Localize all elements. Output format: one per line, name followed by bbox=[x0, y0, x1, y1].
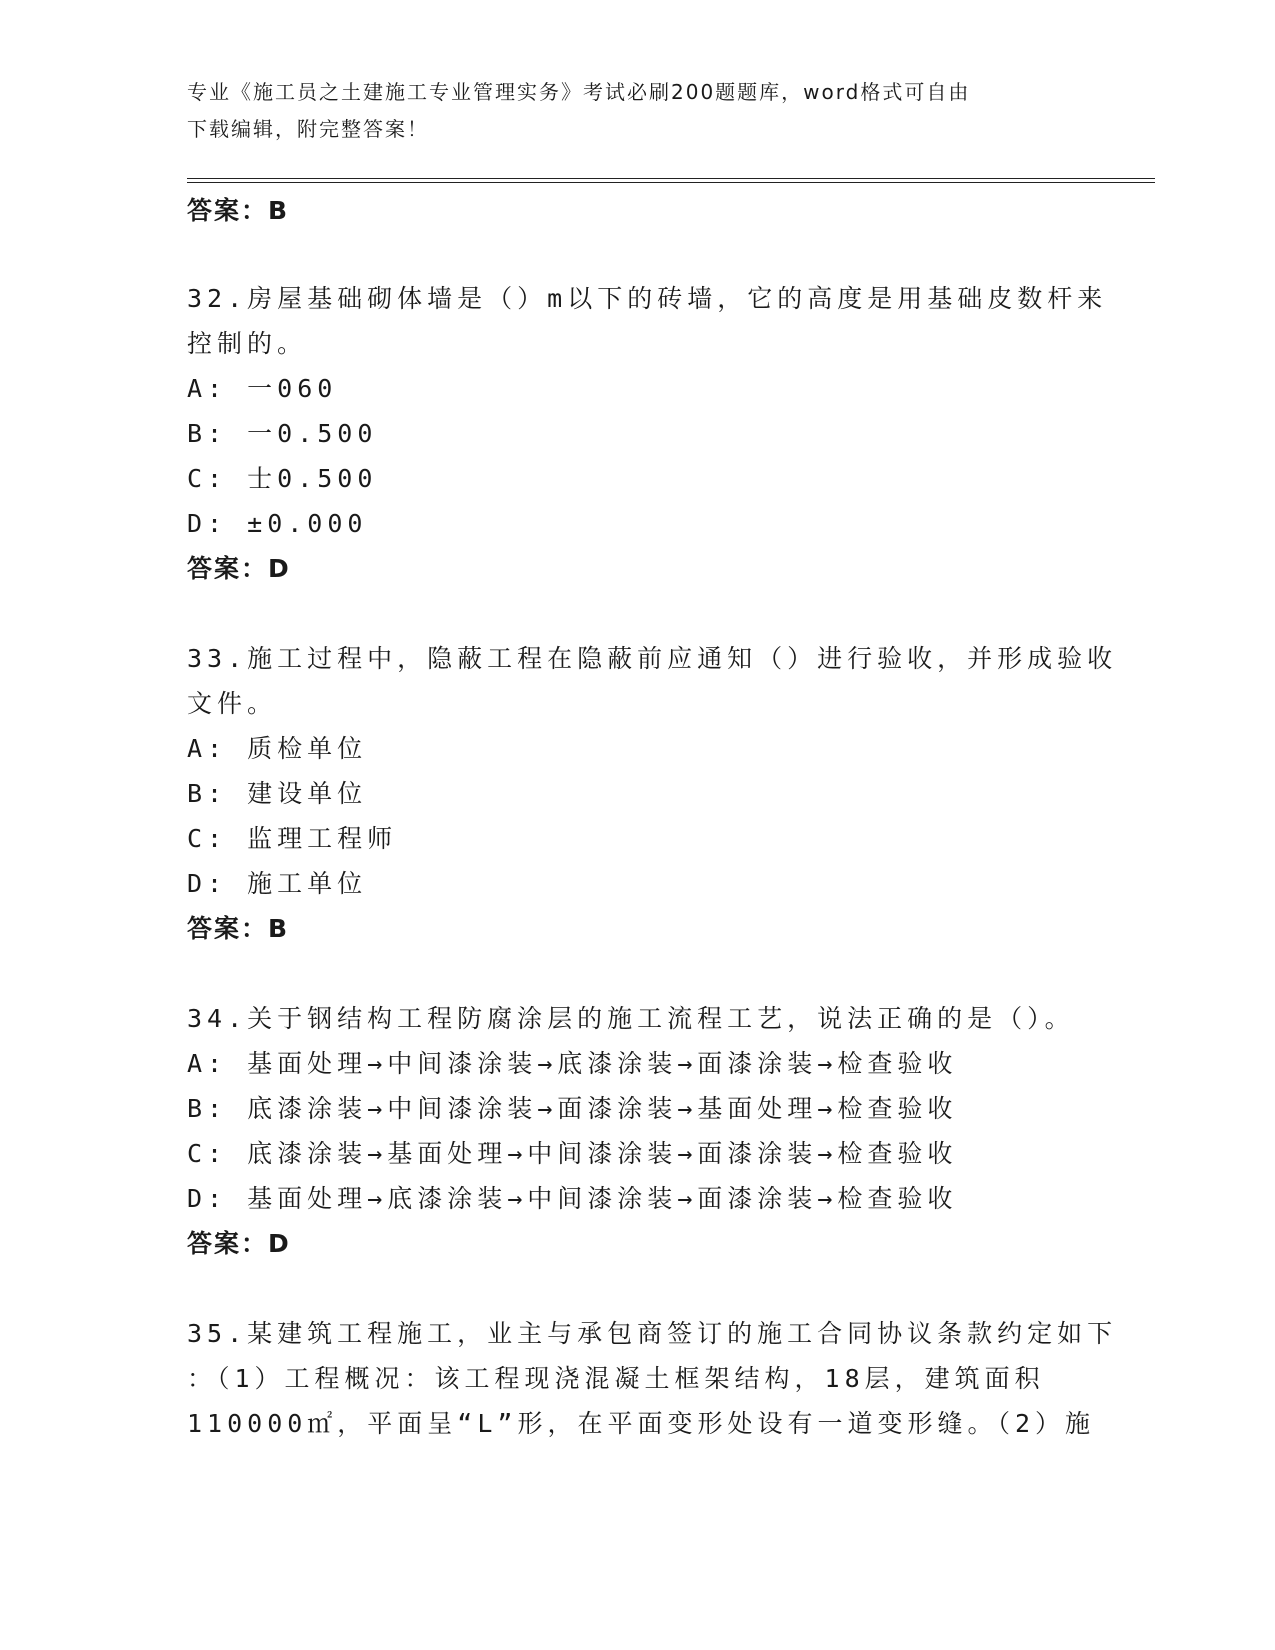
q32-option-a: A: 一060 bbox=[187, 374, 338, 403]
q33-option-b: B: 建设单位 bbox=[187, 779, 368, 808]
q34-option-d: D: 基面处理→底漆涂装→中间漆涂装→面漆涂装→检查验收 bbox=[187, 1184, 958, 1213]
previous-answer: 答案：B bbox=[187, 196, 290, 225]
q32-option-b: B: 一0.500 bbox=[187, 419, 378, 448]
q33-option-a: A: 质检单位 bbox=[187, 734, 368, 763]
q33-answer: 答案：B bbox=[187, 914, 290, 943]
q33-stem-line-2: 文件。 bbox=[187, 689, 278, 718]
q33-option-c: C: 监理工程师 bbox=[187, 824, 398, 853]
header-divider-top bbox=[187, 178, 1155, 179]
q35-stem-line-1: 35.某建筑工程施工，业主与承包商签订的施工合同协议条款约定如下 bbox=[187, 1319, 1118, 1348]
q34-stem-line-1: 34.关于钢结构工程防腐涂层的施工流程工艺，说法正确的是（）。 bbox=[187, 1004, 1075, 1033]
q32-stem-line-2: 控制的。 bbox=[187, 329, 308, 358]
page-header bbox=[187, 74, 1067, 148]
q35-stem-line-2: ：（1）工程概况：该工程现浇混凝土框架结构，18层，建筑面积 bbox=[187, 1364, 1045, 1393]
header-divider-bottom bbox=[187, 182, 1155, 183]
q32-stem-line-1: 32.房屋基础砌体墙是（）m以下的砖墙，它的高度是用基础皮数杆来 bbox=[187, 284, 1108, 313]
q34-option-c: C: 底漆涂装→基面处理→中间漆涂装→面漆涂装→检查验收 bbox=[187, 1139, 958, 1168]
q32-answer: 答案：D bbox=[187, 554, 291, 583]
q34-option-a: A: 基面处理→中间漆涂装→底漆涂装→面漆涂装→检查验收 bbox=[187, 1049, 958, 1078]
q33-option-d: D: 施工单位 bbox=[187, 869, 368, 898]
q33-stem-line-1: 33.施工过程中，隐蔽工程在隐蔽前应通知（）进行验收，并形成验收 bbox=[187, 644, 1118, 673]
q32-option-d: D: ±0.000 bbox=[187, 509, 368, 538]
q35-stem-line-3: 110000㎡，平面呈“L”形，在平面变形处设有一道变形缝。（2）施 bbox=[187, 1409, 1096, 1438]
q34-answer: 答案：D bbox=[187, 1229, 291, 1258]
q34-option-b: B: 底漆涂装→中间漆涂装→面漆涂装→基面处理→检查验收 bbox=[187, 1094, 958, 1123]
header-line-1: 专业《施工员之土建施工专业管理实务》考试必刷200题题库，word格式可自由 bbox=[187, 80, 971, 104]
q32-option-c: C: 士0.500 bbox=[187, 464, 378, 493]
header-line-2: 下载编辑，附完整答案！ bbox=[187, 117, 429, 141]
